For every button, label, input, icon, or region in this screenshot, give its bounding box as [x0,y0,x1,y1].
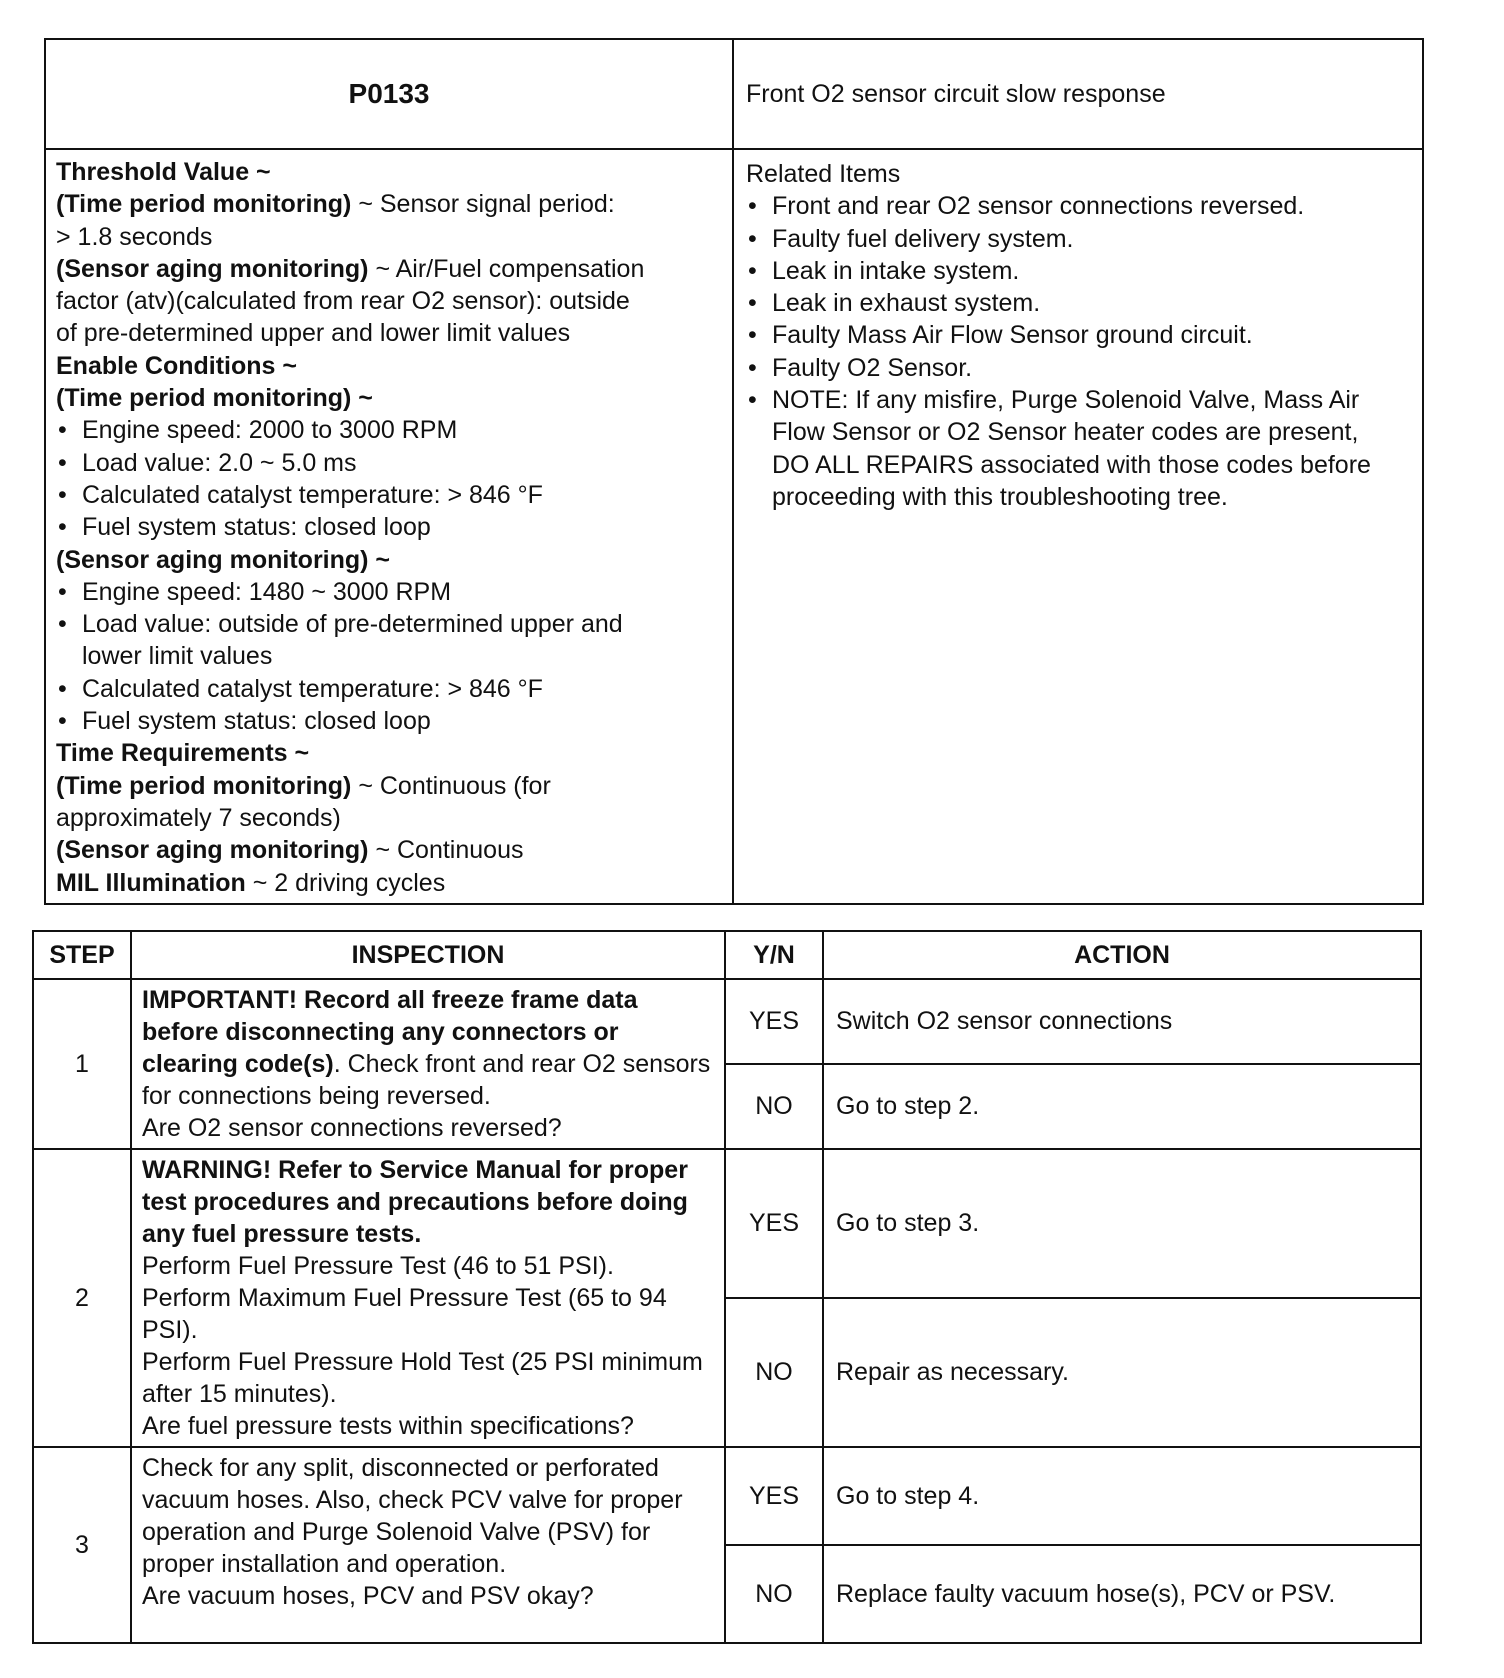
no-action: Repair as necessary. [823,1298,1421,1447]
enable-aging-label: (Sensor aging monitoring) ~ [56,545,391,574]
threshold-time-line [56,188,724,220]
time-aging-text: ~ Continuous [368,836,524,865]
time-time-line [56,770,724,802]
inspection-header: INSPECTION [131,931,725,979]
step-2-inspection [131,1149,725,1447]
no-label: NO [725,1298,823,1447]
related-items-cell [733,149,1423,904]
enable-time-item: • Engine speed: 2000 to 3000 RPM [56,414,724,446]
threshold-aging-line-3: of pre-determined upper and lower limit values [56,319,571,348]
yes-action: Go to step 3. [823,1149,1421,1298]
step-1-inspection [131,979,725,1149]
threshold-aging-label: (Sensor aging monitoring) [56,254,369,283]
threshold-aging-line [56,253,724,285]
time-heading: Time Requirements ~ [56,739,310,768]
yes-action: Go to step 4. [823,1447,1421,1545]
enable-time-item: • Calculated catalyst temperature: > 846 °F [56,479,724,511]
no-action: Go to step 2. [823,1064,1421,1149]
header-row [33,931,1421,979]
yn-header: Y/N [725,931,823,979]
enable-aging-item: • Engine speed: 1480 ~ 3000 RPM [56,576,724,608]
enable-time-label: (Time period monitoring) ~ [56,384,373,413]
time-aging-label: (Sensor aging monitoring) [56,836,369,865]
code-info-table [44,38,1424,905]
time-time-line-2: approximately 7 seconds) [56,803,341,832]
threshold-time-text: ~ Sensor signal period: [351,190,615,219]
related-item: • Faulty O2 Sensor. [746,352,1414,384]
step-2-line: Perform Fuel Pressure Test (46 to 51 PSI). [142,1252,614,1280]
mil-label: MIL Illumination [56,868,246,897]
related-heading: Related Items [746,160,901,188]
action-header: ACTION [823,931,1421,979]
related-item: • Front and rear O2 sensor connections reversed. [746,190,1414,222]
step-3-yes-row [33,1447,1421,1545]
yes-action: Switch O2 sensor connections [823,979,1421,1064]
step-number: 3 [33,1447,131,1643]
step-2-line: Perform Maximum Fuel Pressure Test (65 to 94 PSI). [142,1284,667,1344]
step-2-warning: WARNING! Refer to Service Manual for proper test procedures and precautions before doing any fuel pressure tests. [142,1156,688,1248]
threshold-time-label: (Time period monitoring) [56,190,352,219]
threshold-heading: Threshold Value ~ [56,158,271,186]
time-time-text: ~ Continuous (for [351,771,551,800]
time-time-label: (Time period monitoring) [56,771,352,800]
enable-aging-item: • Fuel system status: closed loop [56,705,724,737]
enable-time-item: • Load value: 2.0 ~ 5.0 ms [56,447,724,479]
step-2-yes-row [33,1149,1421,1298]
threshold-time-line-2: > 1.8 seconds [56,222,213,251]
step-2-line: Perform Fuel Pressure Hold Test (25 PSI minimum after 15 minutes). [142,1348,703,1408]
step-3-question: Are vacuum hoses, PCV and PSV okay? [142,1582,594,1610]
threshold-aging-line-2: factor (atv)(calculated from rear O2 sensor): outside [56,287,630,316]
step-3-text: Check for any split, disconnected or perforated vacuum hoses. Also, check PCV valve for proper operation and Purge Solenoid Valve (PSV) for proper installation and operation. [142,1454,683,1578]
step-1-warning: IMPORTANT! Record all freeze frame data before disconnecting any connectors or clearing code(s) [142,986,638,1078]
enable-time-item: • Fuel system status: closed loop [56,511,724,543]
yes-label: YES [725,979,823,1064]
related-item: • Faulty Mass Air Flow Sensor ground circuit. [746,319,1414,351]
related-item: • Leak in intake system. [746,255,1414,287]
related-item: • Faulty fuel delivery system. [746,223,1414,255]
time-aging-line [56,834,724,866]
step-1-question: Are O2 sensor connections reversed? [142,1114,562,1142]
enable-aging-item: • Calculated catalyst temperature: > 846 °F [56,673,724,705]
step-2-question: Are fuel pressure tests within specifications? [142,1412,634,1440]
step-number: 1 [33,979,131,1149]
enable-heading: Enable Conditions ~ [56,351,297,380]
step-1-yes-row [33,979,1421,1064]
no-label: NO [725,1064,823,1149]
mil-text: ~ 2 driving cycles [245,868,446,897]
step-number: 2 [33,1149,131,1447]
no-label: NO [725,1545,823,1643]
yes-label: YES [725,1447,823,1545]
dtc-code: P0133 [45,39,733,149]
conditions-cell [45,149,733,904]
enable-aging-item: • Load value: outside of pre-determined upper and lower limit values [56,608,724,673]
step-1-text: . Check front and rear O2 sensors for connections being reversed. [142,1050,711,1110]
troubleshooting-steps-table [32,930,1422,1644]
related-note: • NOTE: If any misfire, Purge Solenoid Valve, Mass Air Flow Sensor or O2 Sensor heater codes are present, DO ALL REPAIRS associated with those codes before proceeding with this troubleshooting tree. [746,384,1414,513]
related-item: • Leak in exhaust system. [746,287,1414,319]
dtc-description: Front O2 sensor circuit slow response [733,39,1423,149]
yes-label: YES [725,1149,823,1298]
mil-line [56,867,724,899]
threshold-aging-text: ~ Air/Fuel compensation [368,254,645,283]
step-3-inspection [131,1447,725,1643]
no-action: Replace faulty vacuum hose(s), PCV or PSV. [823,1545,1421,1643]
step-header: STEP [33,931,131,979]
